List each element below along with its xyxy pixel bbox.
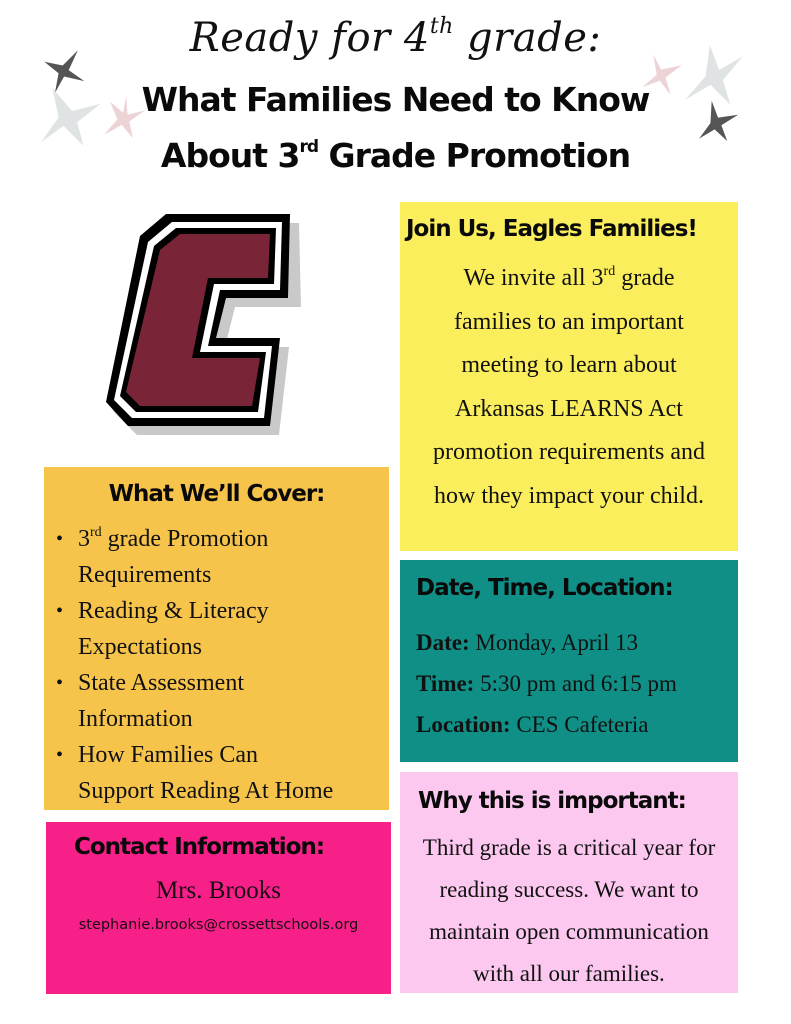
details-box — [400, 560, 738, 762]
time-value: 5:30 pm and 6:15 pm — [474, 671, 677, 696]
bullet-icon: • — [56, 672, 64, 694]
time-row — [416, 663, 677, 704]
cover-list — [56, 521, 333, 809]
text: We invite all 3 — [463, 265, 604, 291]
text: Reading & Literacy — [78, 598, 269, 624]
text: grade Promotion — [101, 526, 269, 552]
text: Requirements — [78, 562, 212, 588]
text: Expectations — [78, 634, 202, 660]
text: State Assessment — [78, 670, 244, 696]
title-text: Ready for 4 — [189, 15, 430, 61]
join-us-line: meeting to learn about — [461, 352, 677, 378]
superscript: rd — [603, 264, 616, 279]
location-value: CES Cafeteria — [510, 712, 649, 737]
time-label: Time: — [416, 671, 475, 696]
list-item — [56, 593, 333, 665]
list-item — [56, 737, 333, 809]
why-line: Third grade is a critical year for — [422, 835, 716, 860]
list-item — [56, 521, 333, 593]
why-line: reading success. We want to — [439, 877, 699, 902]
title-line-1 — [0, 14, 791, 61]
why-line: with all our families. — [473, 961, 665, 986]
title-text: Grade Promotion — [318, 136, 631, 175]
join-us-line: Arkansas LEARNS Act — [455, 395, 683, 422]
location-row — [416, 704, 677, 745]
date-row — [416, 622, 677, 663]
school-logo-c-icon — [104, 210, 304, 440]
text: grade — [615, 265, 675, 291]
join-us-line: how they impact your child. — [434, 482, 704, 509]
contact-email-link[interactable]: stephanie.brooks@crossettschools.org — [78, 917, 359, 933]
join-us-line: families to an important — [454, 308, 684, 335]
why-important-heading: Why this is important: — [418, 788, 686, 814]
details-rows — [416, 622, 677, 745]
date-value: Monday, April 13 — [469, 630, 639, 655]
join-us-box — [400, 202, 738, 551]
join-us-line — [400, 257, 738, 301]
details-heading: Date, Time, Location: — [416, 575, 673, 601]
why-line: maintain open communication — [429, 919, 709, 944]
text: Information — [78, 706, 193, 732]
title-superscript: rd — [299, 137, 319, 157]
cover-box — [44, 467, 389, 810]
date-label: Date: — [416, 630, 470, 655]
text: Support Reading At Home — [78, 778, 334, 804]
join-us-line: promotion requirements and — [433, 439, 705, 465]
title-text: grade: — [453, 15, 602, 61]
text: How Families Can — [78, 742, 258, 768]
bullet-icon: • — [56, 528, 64, 550]
list-item — [56, 665, 333, 737]
superscript: rd — [90, 525, 102, 540]
location-label: Location: — [416, 712, 511, 737]
contact-heading: Contact Information: — [74, 834, 325, 860]
why-important-box — [400, 772, 738, 993]
join-us-body — [400, 257, 738, 518]
contact-box — [46, 822, 391, 994]
cover-heading: What We’ll Cover: — [108, 481, 325, 507]
title-superscript: th — [429, 14, 454, 39]
bullet-icon: • — [56, 600, 64, 622]
why-important-body — [400, 827, 738, 995]
bullet-icon: • — [56, 744, 64, 766]
title-line-3 — [0, 136, 791, 175]
join-us-heading: Join Us, Eagles Families! — [406, 216, 697, 242]
contact-name: Mrs. Brooks — [155, 877, 281, 904]
title-text: About 3 — [160, 136, 300, 175]
text: 3 — [78, 526, 90, 552]
title-line-2: What Families Need to Know — [141, 80, 650, 119]
